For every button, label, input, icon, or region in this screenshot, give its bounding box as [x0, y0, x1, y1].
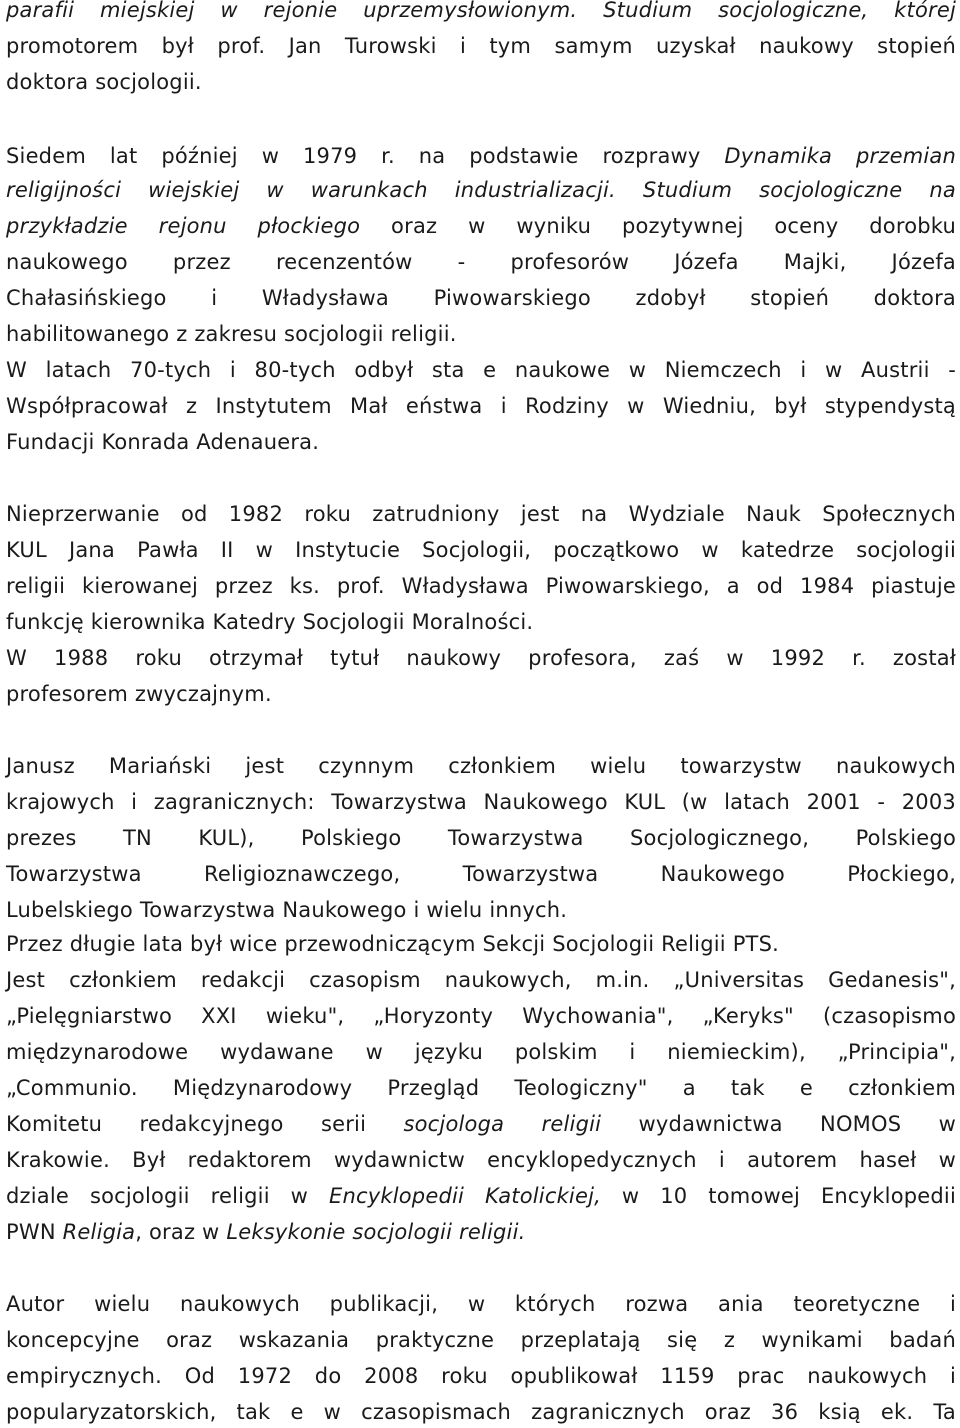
body-text: Współpracował z Instytutem Mał eństwa i Rodziny w Wiedniu, był stypendystą: [6, 394, 956, 418]
body-text: wydawnictwa NOMOS w: [601, 1112, 956, 1136]
body-text: w 10 tomowej Encyklopedii: [601, 1184, 957, 1208]
text-line: [6, 825, 956, 851]
body-text: profesorem zwyczajnym.: [6, 682, 272, 706]
text-line: [6, 1147, 956, 1173]
body-text: Chałasińskiego i Władysława Piwowarskiego zdobył stopień doktora: [6, 286, 956, 310]
body-text: , oraz w: [135, 1220, 227, 1244]
text-line: [6, 967, 956, 993]
text-line: [6, 645, 956, 671]
text-line: [6, 1291, 956, 1317]
text-line: [6, 0, 956, 23]
text-line: [6, 861, 956, 887]
italic-text: Religia: [62, 1220, 136, 1244]
text-line: [6, 1075, 956, 1101]
text-line: [6, 1111, 956, 1137]
body-text: naukowego przez recenzentów - profesorów Józefa Majki, Józefa: [6, 250, 956, 274]
text-line: [6, 1003, 956, 1029]
text-line: [6, 931, 956, 957]
italic-text: Dynamika przemian: [724, 144, 956, 168]
text-line: [6, 789, 956, 815]
italic-text: socjologa religii: [403, 1112, 602, 1136]
text-line: [6, 177, 956, 203]
text-line: [6, 1363, 956, 1389]
body-text: międzynarodowe wydawane w języku polskim i niemieckim), „Principia",: [6, 1040, 956, 1064]
text-line: [6, 429, 956, 455]
text-line: [6, 393, 956, 419]
text-line: [6, 1327, 956, 1353]
text-line: [6, 681, 956, 707]
text-line: [6, 285, 956, 311]
body-text: prezes TN KUL), Polskiego Towarzystwa Socjologicznego, Polskiego: [6, 826, 956, 850]
text-line: [6, 321, 956, 347]
text-line: [6, 143, 956, 169]
body-text: „Communio. Międzynarodowy Przegląd Teologiczny" a tak e członkiem: [6, 1076, 956, 1100]
italic-text: parafii miejskiej w rejonie uprzemysłowionym. Studium socjologiczne, której: [6, 0, 956, 22]
body-text: habilitowanego z zakresu socjologii religii.: [6, 322, 457, 346]
text-line: [6, 249, 956, 275]
text-line: [6, 357, 956, 383]
text-line: [6, 897, 956, 923]
body-text: religii kierowanej przez ks. prof. Władysława Piwowarskiego, a od 1984 piastuje: [6, 574, 956, 598]
text-line: [6, 1183, 956, 1209]
body-text: popularyzatorskich, tak e w czasopismach zagranicznych oraz 36 ksią ek. Ta: [6, 1400, 956, 1424]
text-line: [6, 609, 956, 635]
body-text: oraz w wyniku pozytywnej oceny dorobku: [360, 214, 956, 238]
text-line: [6, 1219, 956, 1245]
body-text: dziale socjologii religii w: [6, 1184, 329, 1208]
body-text: W 1988 roku otrzymał tytuł naukowy profesora, zaś w 1992 r. został: [6, 646, 956, 670]
body-text: funkcję kierownika Katedry Socjologii Moralności.: [6, 610, 534, 634]
body-text: doktora socjologii.: [6, 70, 202, 94]
text-line: [6, 1039, 956, 1065]
text-line: [6, 573, 956, 599]
text-line: [6, 213, 956, 239]
body-text: Siedem lat później w 1979 r. na podstawie rozprawy: [6, 144, 725, 168]
text-line: [6, 753, 956, 779]
body-text: koncepcyjne oraz wskazania praktyczne przeplatają się z wynikami badań: [6, 1328, 956, 1352]
body-text: Przez długie lata był wice przewodniczącym Sekcji Socjologii Religii PTS.: [6, 932, 779, 956]
body-text: krajowych i zagranicznych: Towarzystwa Naukowego KUL (w latach 2001 - 2003: [6, 790, 956, 814]
body-text: Nieprzerwanie od 1982 roku zatrudniony jest na Wydziale Nauk Społecznych: [6, 502, 956, 526]
italic-text: przykładzie rejonu płockiego: [6, 214, 361, 238]
body-text: Autor wielu naukowych publikacji, w których rozwa ania teoretyczne i: [6, 1292, 956, 1316]
text-line: [6, 537, 956, 563]
italic-text: Encyklopedii Katolickiej,: [329, 1184, 601, 1208]
text-line: [6, 501, 956, 527]
body-text: empirycznych. Od 1972 do 2008 roku opublikował 1159 prac naukowych i: [6, 1364, 956, 1388]
body-text: PWN: [6, 1220, 63, 1244]
italic-text: religijności wiejskiej w warunkach industrializacji. Studium socjologiczne na: [6, 178, 956, 202]
body-text: Lubelskiego Towarzystwa Naukowego i wielu innych.: [6, 898, 568, 922]
body-text: W latach 70-tych i 80-tych odbył sta e naukowe w Niemczech i w Austrii -: [6, 358, 956, 382]
body-text: Krakowie. Był redaktorem wydawnictw encyklopedycznych i autorem haseł w: [6, 1148, 956, 1172]
body-text: KUL Jana Pawła II w Instytucie Socjologii, początkowo w katedrze socjologii: [6, 538, 956, 562]
body-text: Jest członkiem redakcji czasopism naukowych, m.in. „Universitas Gedanesis",: [6, 968, 956, 992]
body-text: Towarzystwa Religioznawczego, Towarzystwa Naukowego Płockiego,: [6, 862, 956, 886]
body-text: Fundacji Konrada Adenauera.: [6, 430, 320, 454]
body-text: Janusz Mariański jest czynnym członkiem wielu towarzystw naukowych: [6, 754, 956, 778]
text-line: [6, 1399, 956, 1425]
body-text: „Pielęgniarstwo XXI wieku", „Horyzonty Wychowania", „Keryks" (czasopismo: [6, 1004, 956, 1028]
body-text: Komitetu redakcyjnego serii: [6, 1112, 404, 1136]
body-text: promotorem był prof. Jan Turowski i tym samym uzyskał naukowy stopień: [6, 34, 956, 58]
text-line: [6, 69, 956, 95]
text-line: [6, 33, 956, 59]
italic-text: Leksykonie socjologii religii.: [226, 1220, 526, 1244]
